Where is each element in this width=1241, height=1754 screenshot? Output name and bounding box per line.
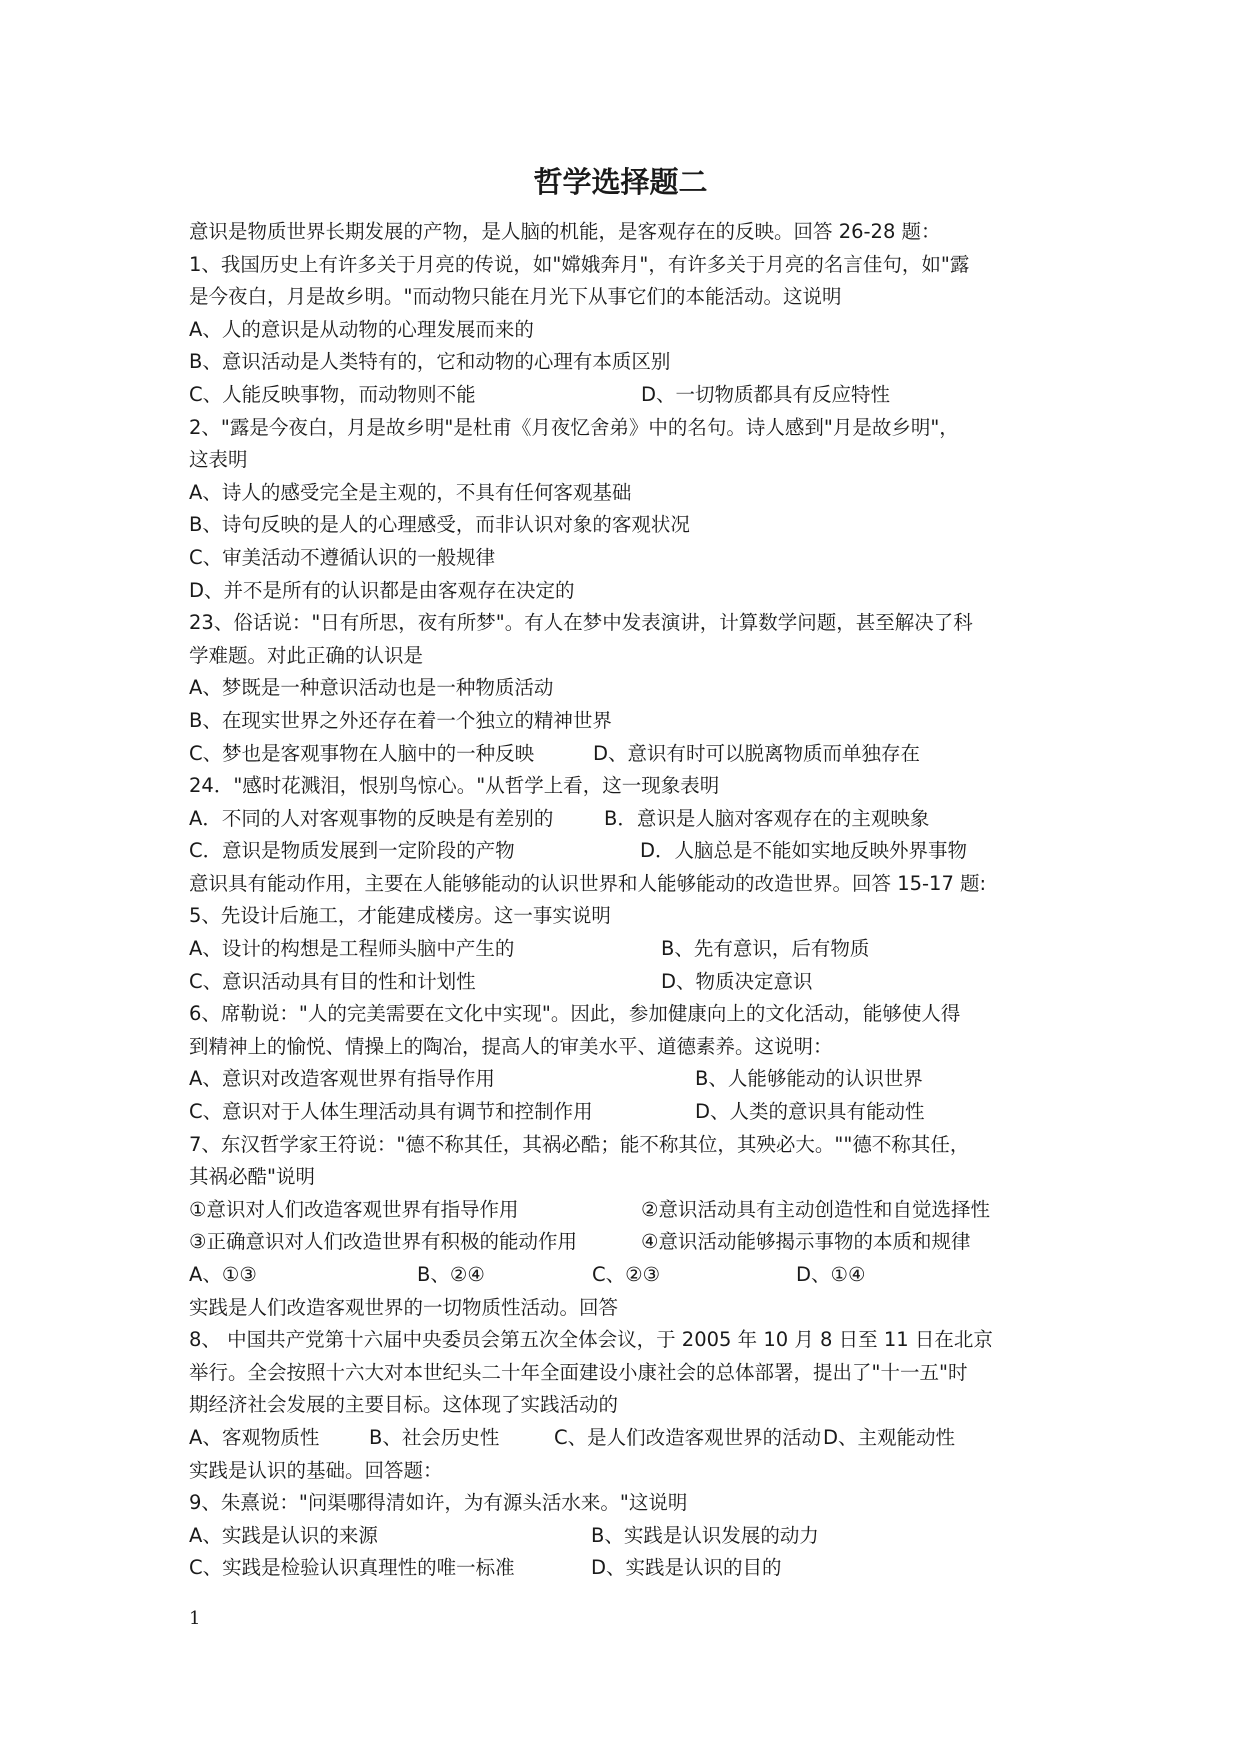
options-row: [189, 379, 1064, 412]
text-line: A、人的意识是从动物的心理发展而来的: [189, 317, 534, 341]
option-text: D、实践是认识的目的: [591, 1556, 782, 1580]
options-row: [189, 835, 1064, 868]
text-line: 是今夜白，月是故乡明。"而动物只能在月光下从事它们的本能活动。这说明: [189, 285, 842, 309]
text-line: 7、东汉哲学家王符说："德不称其任，其祸必酷；能不称其位，其殃必大。""德不称其任，: [189, 1132, 970, 1156]
text-line: 8、 中国共产党第十六届中央委员会第五次全体会议，于 2005 年 10 月 8 日至 11 日在北京: [189, 1328, 993, 1352]
text-line: B、在现实世界之外还存在着一个独立的精神世界: [189, 708, 612, 732]
text-line: B、意识活动是人类特有的，它和动物的心理有本质区别: [189, 350, 671, 374]
option-text: ③正确意识对人们改造世界有积极的能动作用: [189, 1230, 577, 1254]
option-text: B．意识是人脑对客观存在的主观映象: [604, 806, 930, 830]
options-row: [189, 966, 1064, 999]
option-text: D、①④: [796, 1263, 866, 1286]
options-row: [189, 738, 1064, 771]
page-number: 1: [189, 1608, 201, 1629]
document-body: [189, 216, 1064, 1585]
text-line: A、诗人的感受完全是主观的，不具有任何客观基础: [189, 480, 632, 504]
options-row: [189, 1552, 1064, 1585]
option-text: B、人能够能动的认识世界: [695, 1067, 923, 1091]
options-row: [189, 803, 1064, 836]
text-line: B、诗句反映的是人的心理感受，而非认识对象的客观状况: [189, 513, 690, 537]
text-line: 实践是认识的基础。回答题：: [189, 1458, 443, 1482]
text-line: 期经济社会发展的主要目标。这体现了实践活动的: [189, 1393, 619, 1417]
option-text: A、实践是认识的来源: [189, 1523, 378, 1547]
text-line: 举行。全会按照十六大对本世纪头二十年全面建设小康社会的总体部署，提出了"十一五"时: [189, 1360, 968, 1384]
option-text: A．不同的人对客观事物的反映是有差别的: [189, 806, 554, 830]
text-line: 23、俗话说："日有所思，夜有所梦"。有人在梦中发表演讲，计算数学问题，甚至解决了科: [189, 611, 973, 635]
option-text: D、一切物质都具有反应特性: [641, 382, 891, 406]
options-row: [189, 1226, 1064, 1259]
text-line: D、并不是所有的认识都是由客观存在决定的: [189, 578, 575, 602]
text-line: C、审美活动不遵循认识的一般规律: [189, 545, 496, 569]
text-line: 到精神上的愉悦、情操上的陶冶，提高人的审美水平、道德素养。这说明：: [189, 1034, 833, 1058]
option-text: C．意识是物质发展到一定阶段的产物: [189, 839, 515, 863]
option-text: D、人类的意识具有能动性: [695, 1100, 925, 1124]
options-row: [189, 1096, 1064, 1129]
option-text: B、实践是认识发展的动力: [591, 1523, 819, 1547]
text-line: 实践是人们改造客观世界的一切物质性活动。回答: [189, 1295, 619, 1319]
text-line: 24．"感时花溅泪，恨别鸟惊心。"从哲学上看，这一现象表明: [189, 774, 720, 798]
option-text: ④意识活动能够揭示事物的本质和规律: [641, 1230, 971, 1254]
option-text: A、客观物质性: [189, 1425, 320, 1449]
text-line: 这表明: [189, 448, 248, 472]
options-row: [189, 933, 1064, 966]
option-text: ②意识活动具有主动创造性和自觉选择性: [641, 1197, 990, 1221]
option-text: C、意识对于人体生理活动具有调节和控制作用: [189, 1100, 593, 1124]
text-line: 6、席勒说："人的完美需要在文化中实现"。因此，参加健康向上的文化活动，能够使人得: [189, 1002, 961, 1026]
option-text: B、先有意识，后有物质: [661, 937, 870, 961]
text-line: 1、我国历史上有许多关于月亮的传说，如"嫦娥奔月"，有许多关于月亮的名言佳句，如"露: [189, 252, 970, 276]
options-row: [189, 1194, 1064, 1227]
option-text: D、主观能动性: [823, 1425, 956, 1449]
text-line: 学难题。对此正确的认识是: [189, 643, 424, 667]
text-line: 5、先设计后施工，才能建成楼房。这一事实说明: [189, 904, 611, 928]
option-text: A、意识对改造客观世界有指导作用: [189, 1067, 495, 1091]
text-line: 2、"露是今夜白，月是故乡明"是杜甫《月夜忆舍弟》中的名句。诗人感到"月是故乡明"，: [189, 415, 959, 439]
option-text: D、意识有时可以脱离物质而单独存在: [593, 741, 921, 765]
options-row: [189, 1520, 1064, 1553]
option-text: A、设计的构想是工程师头脑中产生的: [189, 937, 515, 961]
option-text: C、是人们改造客观世界的活动: [554, 1425, 822, 1449]
option-text: C、②③: [592, 1263, 661, 1286]
option-text: ①意识对人们改造客观世界有指导作用: [189, 1197, 519, 1221]
option-text: D．人脑总是不能如实地反映外界事物: [640, 839, 968, 863]
option-text: B、社会历史性: [369, 1425, 500, 1449]
option-text: C、实践是检验认识真理性的唯一标准: [189, 1556, 515, 1580]
option-text: D、物质决定意识: [661, 969, 813, 993]
text-line: 意识是物质世界长期发展的产物，是人脑的机能，是客观存在的反映。回答 26-28 题：: [189, 220, 941, 243]
option-text: C、人能反映事物，而动物则不能: [189, 382, 476, 406]
text-line: A、梦既是一种意识活动也是一种物质活动: [189, 676, 554, 700]
option-text: B、②④: [417, 1263, 485, 1286]
option-text: A、①③: [189, 1263, 257, 1286]
options-row: [189, 1259, 1064, 1292]
page-title: 哲学选择题二: [533, 165, 708, 199]
option-text: C、梦也是客观事物在人脑中的一种反映: [189, 741, 535, 765]
text-line: 意识具有能动作用，主要在人能够能动的认识世界和人能够能动的改造世界。回答 15-17 题:: [189, 871, 987, 895]
text-line: 其祸必酷"说明: [189, 1165, 315, 1189]
text-line: 9、朱熹说："问渠哪得清如许，为有源头活水来。"这说明: [189, 1491, 688, 1515]
options-row: [189, 1063, 1064, 1096]
option-text: C、意识活动具有目的性和计划性: [189, 969, 476, 993]
options-row: [189, 1422, 1064, 1455]
